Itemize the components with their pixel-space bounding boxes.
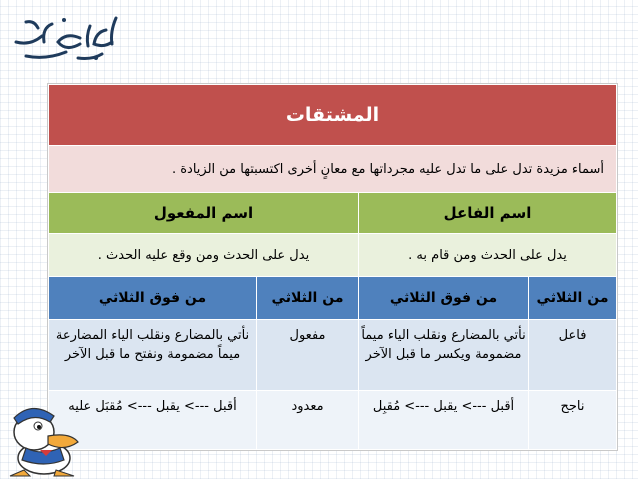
category-cell: من فوق الثلاثي: [359, 277, 529, 320]
table-cell: أقبل ---> يقبل ---> مُقبِل: [359, 391, 529, 450]
header-active-participle: اسم الفاعل: [359, 193, 617, 234]
table-cell: أقبل ---> يقبل ---> مُقبَل عليه: [49, 391, 257, 450]
cartoon-duck-illustration: [4, 392, 100, 478]
category-cell: من الثلاثي: [257, 277, 359, 320]
table-cell: نأتي بالمضارع ونقلب الياء ميماً مضمومة ويكسر ما قبل الآخر: [359, 320, 529, 391]
table-cell: نأتي بالمضارع ونقلب الياء المضارعة ميماً مضمومة ونفتح ما قبل الآخر: [49, 320, 257, 391]
passive-participle-definition: يدل على الحدث ومن وقع عليه الحدث .: [49, 234, 359, 277]
table-row: [49, 391, 617, 450]
signature-logo: [6, 8, 128, 66]
category-cell: من فوق الثلاثي: [49, 277, 257, 320]
table-cell: معدود: [257, 391, 359, 450]
header-passive-participle: اسم المفعول: [49, 193, 359, 234]
table-row: [49, 320, 617, 391]
derivatives-table: [48, 84, 617, 450]
table-cell: مفعول: [257, 320, 359, 391]
table-cell: فاعل: [529, 320, 617, 391]
active-participle-definition: يدل على الحدث ومن قام به .: [359, 234, 617, 277]
category-cell: من الثلاثي: [529, 277, 617, 320]
table-cell: ناجح: [529, 391, 617, 450]
definition-text: أسماء مزيدة تدل على ما تدل عليه مجرداتها مع معانٍ أخرى اكتسبتها من الزيادة .: [49, 146, 617, 193]
table-title: المشتقات: [49, 85, 617, 146]
